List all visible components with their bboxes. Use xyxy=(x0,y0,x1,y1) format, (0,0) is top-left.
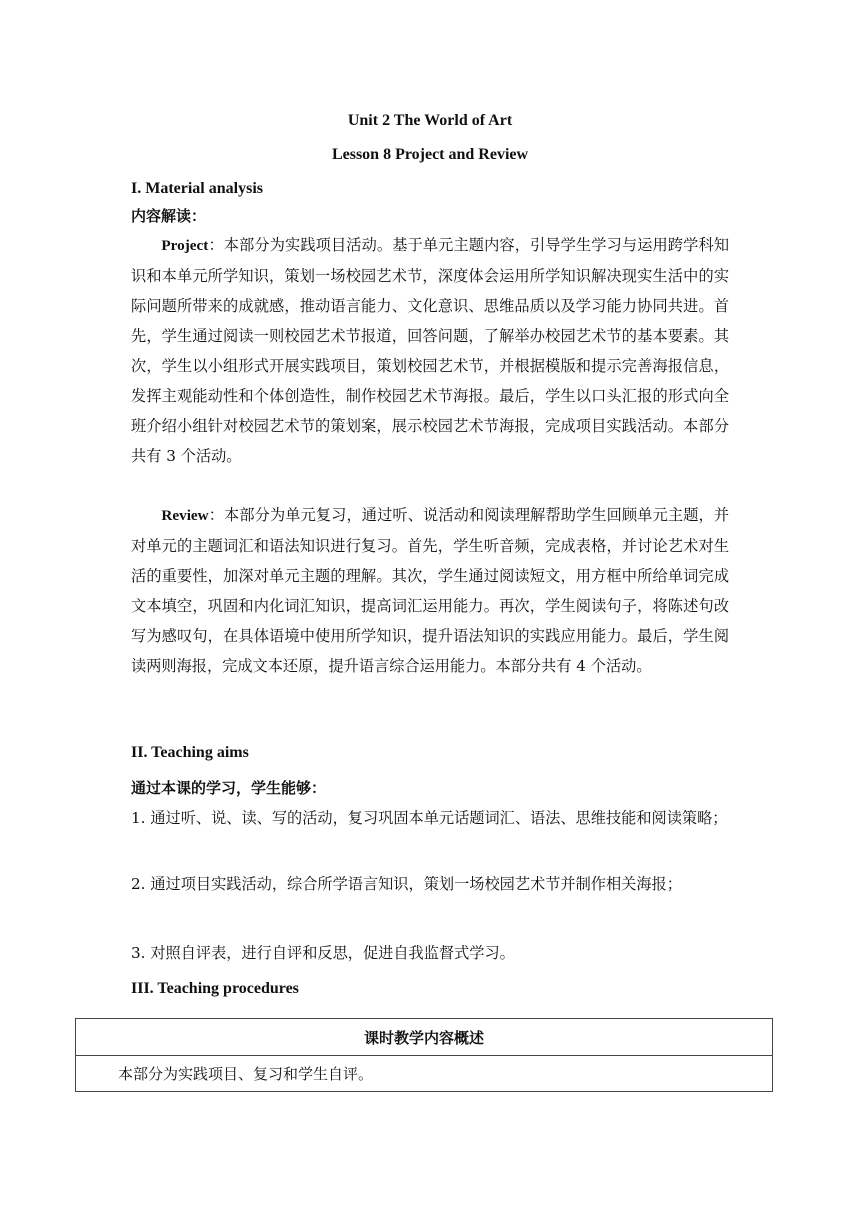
content-interpretation-label: 内容解读： xyxy=(131,207,207,225)
review-text: ：本部分为单元复习，通过听、说活动和阅读理解帮助学生回顾单元主题，并对单元的主题词汇和语法知识进行复习。首先，学生听音频，完成表格，并讨论艺术对生活的重要性，加深对单元主题的理解。其次，学生通过阅读短文，用方框中所给单词完成文本填空，巩固和内化词汇知识，提高词汇运用能力。再次，学生阅读句子，将陈述句改写为感叹句，在具体语境中使用所学知识，提升语法知识的实践应用能力。最后，学生阅读两则海报，完成文本还原，提升语言综合运用能力。本部分共有 4 个活动。 xyxy=(131,506,729,675)
review-paragraph xyxy=(131,500,729,681)
lesson-summary-table xyxy=(75,1018,773,1092)
section-heading-material-analysis: I. Material analysis xyxy=(131,180,263,197)
section-heading-teaching-aims: II. Teaching aims xyxy=(131,744,249,761)
project-label: Project xyxy=(161,237,209,254)
table-header-cell: 课时教学内容概述 xyxy=(76,1019,773,1056)
review-label: Review xyxy=(161,507,209,524)
section-heading-teaching-procedures: III. Teaching procedures xyxy=(131,980,299,997)
document-title: Unit 2 The World of Art xyxy=(347,112,513,129)
aim-item: 1. 通过听、说、读、写的活动，复习巩固本单元话题词汇、语法、思维技能和阅读策略； xyxy=(131,809,728,827)
table-row xyxy=(76,1056,773,1092)
aim-item: 3. 对照自评表，进行自评和反思，促进自我监督式学习。 xyxy=(131,944,515,962)
table-body-cell: 本部分为实践项目、复习和学生自评。 xyxy=(76,1056,773,1092)
project-paragraph xyxy=(131,230,729,471)
aim-item: 2. 通过项目实践活动，综合所学语言知识，策划一场校园艺术节并制作相关海报； xyxy=(131,875,682,893)
teaching-aims-intro: 通过本课的学习，学生能够： xyxy=(131,779,327,797)
table-row xyxy=(76,1019,773,1056)
lesson-subtitle: Lesson 8 Project and Review xyxy=(331,146,529,163)
project-text: ：本部分为实践项目活动。基于单元主题内容，引导学生学习与运用跨学科知识和本单元所学知识，策划一场校园艺术节，深度体会运用所学知识解决现实生活中的实际问题所带来的成就感，推动语言能力、文化意识、思维品质以及学习能力协同共进。首先，学生通过阅读一则校园艺术节报道，回答问题，了解举办校园艺术节的基本要素。其次，学生以小组形式开展实践项目，策划校园艺术节，并根据模版和提示完善海报信息，发挥主观能动性和个体创造性，制作校园艺术节海报。最后，学生以口头汇报的形式向全班介绍小组针对校园艺术节的策划案，展示校园艺术节海报，完成项目实践活动。本部分共有 3 个活动。 xyxy=(131,236,729,465)
